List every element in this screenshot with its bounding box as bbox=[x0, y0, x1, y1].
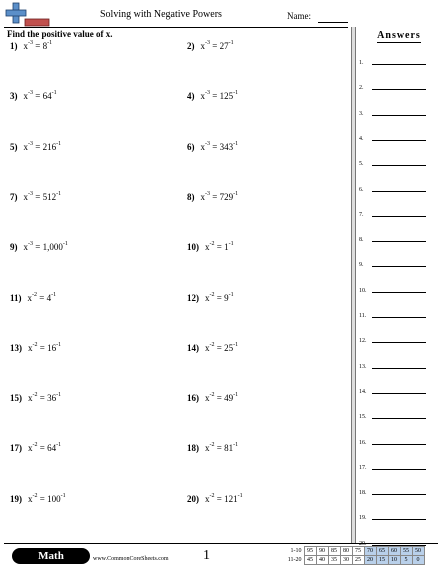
worksheet-title: Solving with Negative Powers bbox=[100, 9, 222, 20]
page-number: 1 bbox=[203, 548, 210, 563]
score-cell: 70 bbox=[364, 547, 376, 556]
instructions: Find the positive value of x. bbox=[7, 29, 113, 39]
score-cell: 30 bbox=[340, 556, 352, 565]
answer-label: 1. bbox=[359, 60, 364, 66]
answer-label: 14. bbox=[359, 388, 367, 395]
problem-item bbox=[10, 443, 61, 453]
answer-label: 4. bbox=[359, 135, 364, 142]
problem-number: 12) bbox=[187, 292, 199, 303]
problem-expression: $x^{-3} = 216^{-1}$ bbox=[23, 140, 62, 152]
website-link[interactable]: www.CommonCoreSheets.com bbox=[93, 556, 169, 562]
answer-field[interactable] bbox=[372, 89, 426, 90]
score-cell: 40 bbox=[316, 556, 328, 565]
score-cell: 65 bbox=[376, 547, 388, 556]
score-row-label: 1-10 bbox=[290, 548, 302, 554]
answer-label: 12. bbox=[359, 338, 367, 345]
problem-item bbox=[187, 293, 234, 303]
score-cell: 5 bbox=[400, 556, 412, 565]
problem-number: 11) bbox=[10, 292, 22, 303]
problem-number: 3) bbox=[10, 91, 18, 102]
problem-expression: $x^{-2} = 4^{-1}$ bbox=[27, 291, 57, 303]
answer-field[interactable] bbox=[372, 165, 426, 166]
answer-label: 17. bbox=[359, 464, 367, 471]
problem-number: 4) bbox=[187, 91, 195, 102]
answer-label: 19. bbox=[359, 515, 367, 522]
problem-number: 19) bbox=[10, 493, 22, 504]
answer-label: 2. bbox=[359, 85, 364, 92]
subject-badge: Math bbox=[12, 548, 90, 564]
problem-item bbox=[10, 293, 56, 303]
problem-expression: $x^{-2} = 49^{-1}$ bbox=[205, 392, 239, 404]
score-cell: 80 bbox=[340, 547, 352, 556]
problem-expression: $x^{-3} = 1,000^{-1}$ bbox=[23, 241, 68, 253]
problem-item bbox=[187, 242, 234, 252]
problem-expression: $x^{-3} = 512^{-1}$ bbox=[23, 190, 62, 202]
score-cell: 95 bbox=[304, 547, 316, 556]
score-row bbox=[286, 556, 424, 565]
problem-item bbox=[10, 142, 61, 152]
score-cell: 45 bbox=[304, 556, 316, 565]
answer-column-divider bbox=[351, 27, 356, 543]
problem-item bbox=[187, 41, 234, 51]
problem-item bbox=[187, 192, 238, 202]
answer-label: 11. bbox=[359, 313, 367, 319]
problem-expression: $x^{-2} = 81^{-1}$ bbox=[205, 442, 239, 454]
score-cell: 20 bbox=[364, 556, 376, 565]
problem-expression: $x^{-2} = 9^{-1}$ bbox=[205, 291, 234, 303]
score-row-label: 11-20 bbox=[287, 557, 302, 563]
answer-field[interactable] bbox=[372, 342, 426, 343]
score-cell: 90 bbox=[316, 547, 328, 556]
problem-expression: $x^{-3} = 729^{-1}$ bbox=[200, 190, 239, 202]
name-field[interactable] bbox=[318, 22, 348, 23]
problem-expression: $x^{-2} = 100^{-1}$ bbox=[28, 492, 66, 504]
problem-expression: $x^{-3} = 343^{-1}$ bbox=[200, 140, 239, 152]
problem-number: 1) bbox=[10, 41, 18, 51]
answer-label: 3. bbox=[359, 110, 364, 117]
answer-field[interactable] bbox=[372, 418, 426, 419]
answer-label: 18. bbox=[359, 490, 367, 497]
score-cell: 85 bbox=[328, 547, 340, 556]
score-cell: 55 bbox=[400, 547, 412, 556]
problem-expression: $x^{-3} = 125^{-1}$ bbox=[200, 90, 239, 102]
problem-expression: $x^{-3} = 64^{-1}$ bbox=[23, 90, 57, 102]
problem-item bbox=[10, 494, 66, 504]
answer-field[interactable] bbox=[372, 469, 426, 470]
problem-item bbox=[187, 91, 238, 101]
problem-item bbox=[10, 192, 61, 202]
answer-field[interactable] bbox=[372, 266, 426, 267]
footer-divider bbox=[4, 543, 438, 544]
score-cell: 60 bbox=[388, 547, 400, 556]
problem-item bbox=[187, 343, 238, 353]
answer-label: 6. bbox=[359, 186, 364, 193]
answer-field[interactable] bbox=[372, 115, 426, 116]
answer-label: 15. bbox=[359, 414, 367, 421]
problem-number: 2) bbox=[187, 41, 195, 51]
answer-field[interactable] bbox=[372, 140, 426, 141]
problem-expression: $x^{-2} = 64^{-1}$ bbox=[28, 442, 62, 454]
answers-title: Answers bbox=[377, 30, 421, 41]
answer-label: 7. bbox=[359, 211, 364, 218]
score-table bbox=[286, 546, 425, 565]
problem-number: 7) bbox=[10, 191, 18, 202]
problem-item bbox=[187, 142, 238, 152]
score-cell: 75 bbox=[352, 547, 364, 556]
problem-expression: $x^{-2} = 16^{-1}$ bbox=[28, 341, 62, 353]
problem-item bbox=[10, 91, 57, 101]
problem-item bbox=[10, 343, 61, 353]
problem-number: 10) bbox=[187, 242, 199, 253]
problem-number: 6) bbox=[187, 141, 195, 152]
name-label: Name: bbox=[287, 11, 311, 21]
problem-item bbox=[10, 393, 61, 403]
problem-number: 9) bbox=[10, 242, 18, 253]
problem-expression: $x^{-2} = 25^{-1}$ bbox=[205, 341, 239, 353]
answer-label: 8. bbox=[359, 237, 364, 244]
score-cell: 35 bbox=[328, 556, 340, 565]
score-row bbox=[286, 547, 424, 556]
problem-number: 5) bbox=[10, 141, 18, 152]
answer-field[interactable] bbox=[372, 368, 426, 369]
answer-field[interactable] bbox=[372, 519, 426, 520]
problem-number: 17) bbox=[10, 443, 22, 454]
problem-item bbox=[10, 242, 68, 252]
problem-number: 13) bbox=[10, 342, 22, 353]
answer-label: 13. bbox=[359, 363, 367, 370]
answer-label: 9. bbox=[359, 262, 364, 269]
problem-expression: $x^{-2} = 36^{-1}$ bbox=[28, 392, 62, 404]
answer-field[interactable] bbox=[372, 444, 426, 445]
score-cell: 50 bbox=[412, 547, 424, 556]
plus-minus-icon bbox=[5, 2, 51, 28]
problem-item bbox=[187, 494, 243, 504]
problem-item bbox=[10, 41, 52, 51]
answer-field[interactable] bbox=[372, 241, 426, 242]
score-cell: 0 bbox=[412, 556, 424, 565]
problem-item bbox=[187, 443, 238, 453]
answer-field[interactable] bbox=[372, 317, 426, 318]
answer-field[interactable] bbox=[372, 64, 426, 65]
answer-field[interactable] bbox=[372, 393, 426, 394]
problem-number: 20) bbox=[187, 493, 199, 504]
score-cell: 15 bbox=[376, 556, 388, 565]
problem-expression: $x^{-2} = 121^{-1}$ bbox=[205, 492, 243, 504]
problem-number: 15) bbox=[10, 393, 22, 404]
answer-label: 16. bbox=[359, 439, 367, 446]
problem-expression: $x^{-3} = 8^{-1}$ bbox=[23, 40, 53, 51]
answer-field[interactable] bbox=[372, 292, 426, 293]
problem-number: 16) bbox=[187, 393, 199, 404]
score-cell: 25 bbox=[352, 556, 364, 565]
problem-item bbox=[187, 393, 238, 403]
problem-number: 8) bbox=[187, 191, 195, 202]
score-cell: 10 bbox=[388, 556, 400, 565]
answer-field[interactable] bbox=[372, 191, 426, 192]
answer-field[interactable] bbox=[372, 494, 426, 495]
answer-label: 5. bbox=[359, 161, 364, 168]
answer-label: 10. bbox=[359, 287, 367, 294]
header-divider bbox=[4, 27, 348, 28]
answer-label: 20. bbox=[359, 540, 367, 547]
problem-expression: $x^{-3} = 27^{-1}$ bbox=[200, 40, 234, 51]
problem-number: 18) bbox=[187, 443, 199, 454]
answer-field[interactable] bbox=[372, 216, 426, 217]
problem-number: 14) bbox=[187, 342, 199, 353]
problem-expression: $x^{-2} = 1^{-1}$ bbox=[205, 241, 234, 253]
